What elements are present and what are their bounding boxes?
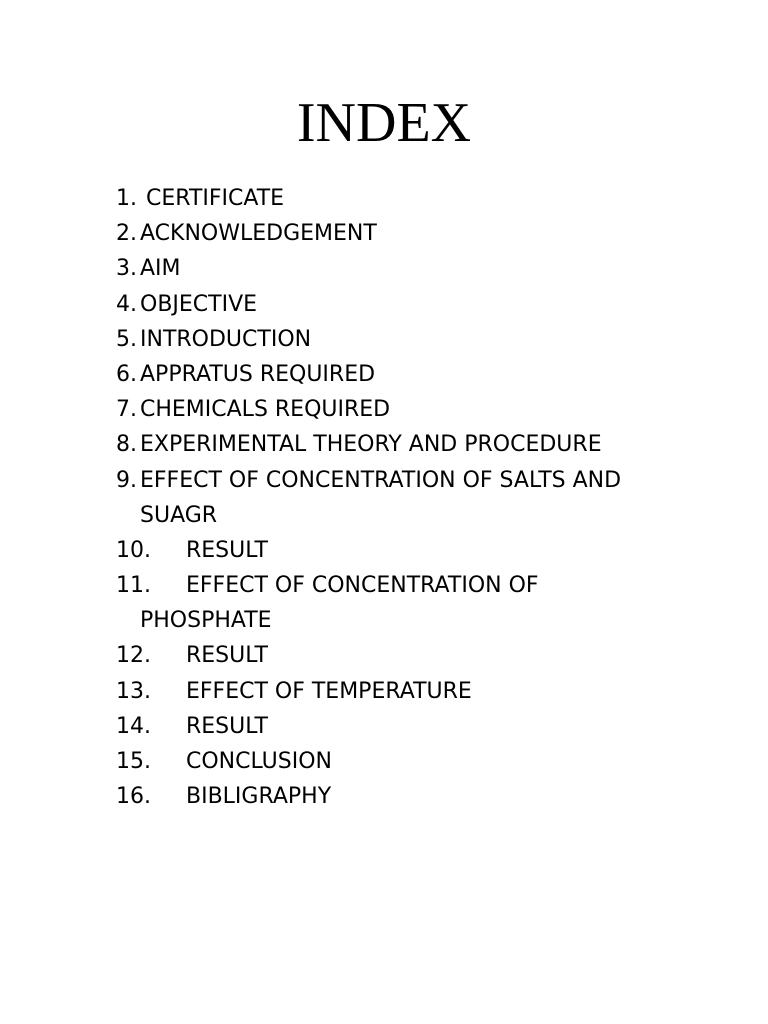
item-number: 2. [116, 221, 137, 247]
item-text: EFFECT OF CONCENTRATION OF [186, 573, 539, 599]
list-item [116, 392, 676, 427]
page-title: INDEX [296, 92, 472, 154]
item-number: 5. [116, 326, 137, 352]
item-text: ACKNOWLEDGEMENT [140, 221, 377, 247]
item-number: 14. [116, 713, 151, 739]
item-text-continuation: SUAGR [140, 502, 218, 528]
item-number: 1. [116, 186, 137, 211]
list-item [116, 744, 676, 779]
item-text: RESULT [186, 713, 268, 739]
item-number: 12. [116, 643, 151, 669]
item-text: BIBLIGRAPHY [186, 784, 332, 810]
item-text: EFFECT OF TEMPERATURE [186, 678, 472, 704]
item-text: EXPERIMENTAL THEORY AND PROCEDURE [140, 432, 602, 458]
item-number: 3. [116, 256, 137, 282]
item-text: EFFECT OF CONCENTRATION OF SALTS AND [140, 467, 622, 493]
item-text: RESULT [186, 643, 268, 669]
list-item [116, 674, 676, 709]
item-number: 13. [116, 678, 151, 704]
item-number: 10. [116, 537, 151, 563]
list-item [116, 779, 676, 814]
item-text: OBJECTIVE [140, 291, 258, 317]
index-list [116, 181, 676, 814]
list-item [116, 251, 676, 286]
item-number: 15. [116, 749, 151, 775]
item-text: AIM [140, 256, 181, 282]
item-number: 9. [116, 467, 137, 493]
list-item [116, 322, 676, 357]
list-item [116, 357, 676, 392]
item-text: RESULT [186, 537, 268, 563]
item-text: APPRATUS REQUIRED [140, 361, 376, 387]
item-number: 11. [116, 573, 151, 599]
item-number: 6. [116, 361, 137, 387]
item-text: CERTIFICATE [146, 186, 285, 211]
list-item [116, 287, 676, 322]
item-number: 8. [116, 432, 137, 458]
list-item [116, 181, 676, 216]
list-item [116, 427, 676, 462]
item-text: CONCLUSION [186, 749, 332, 775]
list-item [116, 568, 676, 638]
item-number: 7. [116, 397, 137, 423]
item-text: INTRODUCTION [140, 326, 312, 352]
list-item [116, 709, 676, 744]
item-number: 16. [116, 784, 151, 810]
item-text: CHEMICALS REQUIRED [140, 397, 391, 423]
list-item [116, 216, 676, 251]
item-number: 4. [116, 291, 137, 317]
list-item [116, 463, 676, 533]
list-item [116, 638, 676, 673]
list-item [116, 533, 676, 568]
item-text-continuation: PHOSPHATE [140, 608, 272, 634]
